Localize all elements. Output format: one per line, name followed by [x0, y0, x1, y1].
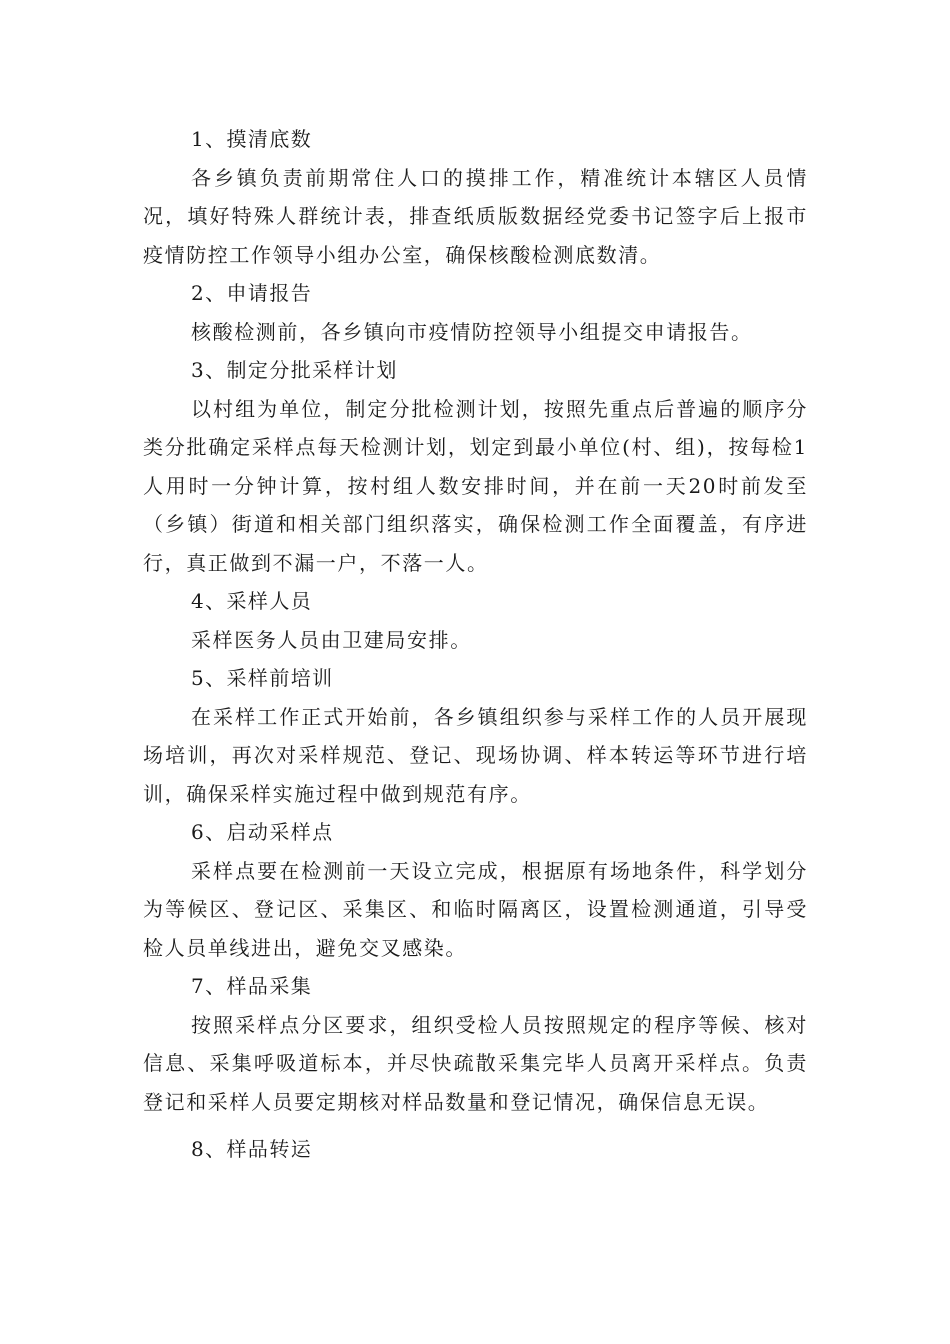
- section-paragraph-6: 采样点要在检测前一天设立完成，根据原有场地条件，科学划分为等候区、登记区、采集区、和临时隔离区，设置检测通道，引导受检人员单线进出，避免交叉感染。: [143, 858, 808, 960]
- section-paragraph-1: 各乡镇负责前期常住人口的摸排工作，精准统计本辖区人员情况，填好特殊人群统计表，排查纸质版数据经党委书记签字后上报市疫情防控工作领导小组办公室，确保核酸检测底数清。: [143, 165, 808, 267]
- section-heading-1: 1、摸清底数: [191, 127, 313, 151]
- section-heading-7: 7、样品采集: [191, 974, 313, 998]
- section-paragraph-7: 按照采样点分区要求，组织受检人员按照规定的程序等候、核对信息、采集呼吸道标本，并尽快疏散采集完毕人员离开采样点。负责登记和采样人员要定期核对样品数量和登记情况，确保信息无误。: [143, 1012, 808, 1114]
- section-paragraph-5: 在采样工作正式开始前，各乡镇组织参与采样工作的人员开展现场培训，再次对采样规范、登记、现场协调、样本转运等环节进行培训，确保采样实施过程中做到规范有序。: [143, 704, 808, 806]
- section-heading-2: 2、申请报告: [191, 281, 313, 305]
- document-body: [143, 120, 808, 1169]
- section-heading-8: 8、样品转运: [191, 1137, 313, 1161]
- section-heading-5: 5、采样前培训: [191, 666, 334, 690]
- section-heading-4: 4、采样人员: [191, 589, 313, 613]
- section-paragraph-4: 采样医务人员由卫建局安排。: [191, 627, 472, 652]
- section-heading-6: 6、启动采样点: [191, 820, 334, 844]
- section-paragraph-2: 核酸检测前，各乡镇向市疫情防控领导小组提交申请报告。: [191, 319, 753, 344]
- section-paragraph-3: 以村组为单位，制定分批检测计划，按照先重点后普遍的顺序分类分批确定采样点每天检测计划，划定到最小单位(村、组)，按每检1人用时一分钟计算，按村组人数安排时间，并在前一天20时前发至（乡镇）街道和相关部门组织落实，确保检测工作全面覆盖，有序进行，真正做到不漏一户，不落一人。: [143, 396, 808, 575]
- section-heading-3: 3、制定分批采样计划: [191, 358, 398, 382]
